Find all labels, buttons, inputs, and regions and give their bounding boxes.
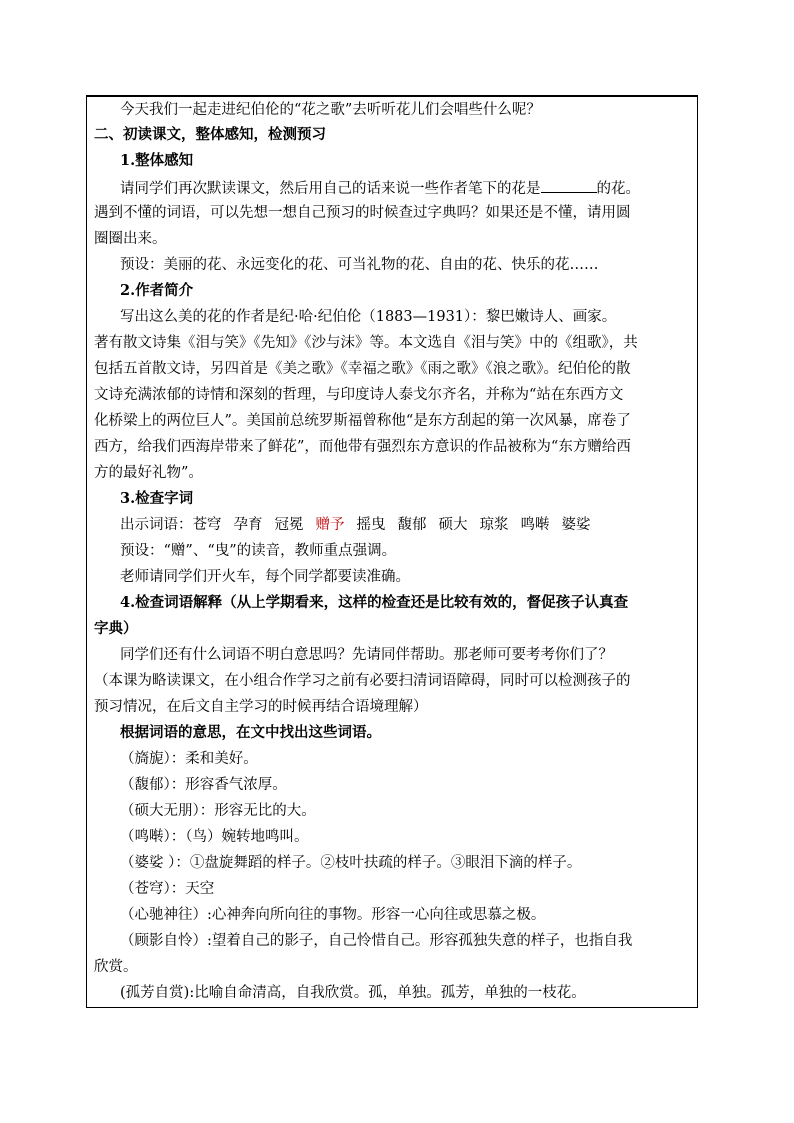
word-item: 婆娑 <box>561 517 591 533</box>
teaching-note-line-1: （本课为略读课文，在小组合作学习之前有必要扫清词语障碍，同时可以检测孩子的 <box>94 673 631 689</box>
word-list-prefix: 出示词语： <box>120 517 193 533</box>
perception-prompt-end: 的花。 <box>596 181 640 197</box>
teaching-note-line-2: 预习情况，在后文自主学习的时候再结合语境理解） <box>94 699 428 715</box>
pronunciation-note: 预设：“赠”、“曳”的读音，教师重点强调。 <box>120 543 397 559</box>
intro-line: 今天我们一起走进纪伯伦的“花之歌”去听听花儿们会唱些什么呢？ <box>120 102 541 118</box>
author-line-2: 著有散文诗集《泪与笑》《先知》《沙与沫》等。本文选自《泪与笑》中的《组歌》，共 <box>94 335 638 351</box>
word-item: 硕大 <box>438 517 468 533</box>
word-item: 琼浆 <box>479 517 509 533</box>
definition-task-heading: 根据词语的意思，在文中找出这些词语。 <box>120 724 381 741</box>
definition-item: （心驰神往）:心神奔向所向往的事物。形容一心向往或思慕之极。 <box>120 907 546 923</box>
perception-prompt-text: 请同学们再次默读课文，然后用自己的话来说一些作者笔下的花是 <box>120 181 541 197</box>
table-top-border <box>87 96 697 97</box>
perception-prompt-line <box>120 178 694 198</box>
word-item: 鸣啭 <box>520 517 550 533</box>
subheading-check-definitions-cont: 字典） <box>94 620 138 637</box>
subheading-check-definitions: 4.检查词语解释（从上学期看来，这样的检查还是比较有效的，督促孩子认真查 <box>120 594 629 611</box>
preset-answers: 预设：美丽的花、永远变化的花、可当礼物的花、自由的花、快乐的花…… <box>120 257 599 273</box>
word-item: 摇曳 <box>356 517 386 533</box>
author-line-6: 西方，给我们西海岸带来了鲜花”，而他带有强烈东方意识的作品被称为“东方赠给西 <box>94 439 631 455</box>
subheading-overall-perception: 1.整体感知 <box>120 152 194 169</box>
subheading-author-intro: 2.作者简介 <box>120 282 194 299</box>
word-list-line <box>120 516 694 534</box>
word-item: 苍穹 <box>192 517 222 533</box>
train-reading-note: 老师请同学们开火车，每个同学都要读准确。 <box>120 569 410 585</box>
author-line-1: 写出这么美的花的作者是纪·哈·纪伯伦（1883—1931）：黎巴嫩诗人、画家。 <box>120 309 617 325</box>
peer-help-line: 同学们还有什么词语不明白意思吗？先请同伴帮助。那老师可要考考你们了？ <box>120 647 613 663</box>
definition-item: (孤芳自赏):比喻自命清高，自我欣赏。孤，单独。孤芳，单独的一枝花。 <box>120 985 586 1001</box>
definition-item: （馥郁）：形容香气浓厚。 <box>120 777 287 793</box>
author-line-4: 文诗充满浓郁的诗情和深刻的哲理，与印度诗人泰戈尔齐名，并称为“站在东西方文 <box>94 387 624 403</box>
word-item: 孕育 <box>233 517 263 533</box>
author-line-3: 包括五首散文诗，另四首是《美之歌》《幸福之歌》《雨之歌》《浪之歌》。纪伯伦的散 <box>94 361 631 377</box>
definition-item: （硕大无朋）：形容无比的大。 <box>120 803 316 819</box>
word-item: 馥郁 <box>397 517 427 533</box>
definition-item: （婆娑 ）：①盘旋舞蹈的样子。②枝叶扶疏的样子。③眼泪下滴的样子。 <box>120 855 582 871</box>
word-item: 冠冕 <box>274 517 304 533</box>
perception-line-2: 遇到不懂的词语，可以先想一想自己预习的时候查过字典吗？如果还是不懂，请用圆 <box>94 205 631 221</box>
definition-item: （顾影自怜）:望着自己的影子，自己怜惜自己。形容孤独失意的样子，也指自我 <box>120 933 633 949</box>
definition-item: （苍穹）：天空 <box>120 881 215 897</box>
definition-item-cont: 欣赏。 <box>94 959 138 975</box>
definition-item: （旖旎）：柔和美好。 <box>120 751 258 767</box>
perception-line-3: 圈圈出来。 <box>94 231 167 247</box>
author-line-7: 方的最好礼物”。 <box>94 465 203 481</box>
subheading-check-words: 3.检查字词 <box>120 490 194 507</box>
word-item-highlight: 赠予 <box>315 517 345 533</box>
author-line-5: 化桥梁上的两位巨人”。美国前总统罗斯福曾称他“是东方刮起的第一次风暴，席卷了 <box>94 413 631 429</box>
definition-item: （鸣啭）：（鸟）婉转地鸣叫。 <box>120 829 309 845</box>
fill-blank <box>541 178 597 193</box>
section-heading-2: 二、初读课文，整体感知，检测预习 <box>94 126 326 143</box>
